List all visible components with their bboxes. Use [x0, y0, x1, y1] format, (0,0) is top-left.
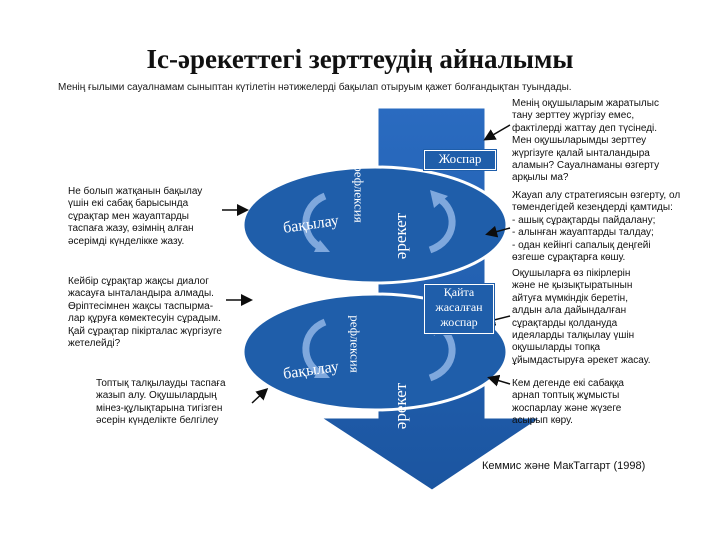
page-title: Іс-әрекеттегі зерттеудің айналымы [146, 44, 574, 74]
pointer-left-bottom [252, 390, 266, 403]
note-right-mid: Жауап алу стратегиясын өзгерту, ол төмендегідей кезеңдерді қамтиды: - ашық сұрақтарды пайдалану; - алынған жауаптарды талдау; - одан кейінгі сапалық деңгейі өзгеше сұрақтарға көшу. [512, 190, 681, 264]
note-right-top: Менің оқушыларым жаратылыс тану зерттеу жүргізу емес, фактілерді жаттау деп түсінеді. Мен оқушыларымды зерттеу жүргізуге қалай ынталандыра аламын? Сауалнаманы өзгерту арқылы ма? [512, 98, 660, 184]
note-left-top: Не болып жатқанын бақылау үшін екі сабақ барысында сұрақтар мен жауаптарды таспаға жазу, өзімнің алған әсерімді күнделікке жазу. [68, 186, 203, 247]
replan-line1: Қайта [443, 285, 475, 299]
note-right-bottom: Кем дегенде екі сабаққа арнап топтық жұмысты жоспарлау және жүзеге асырып көру. [512, 378, 624, 427]
replan-line2: жасалған [435, 300, 483, 314]
note-right-lower: Оқушыларға өз пікірлерін және не қызықтыратынын айтуға мүмкіндік беретін, алдын ала дайындалған сұрақтарды қолдануда идеяларды талқылау үшін оқушыларды топқа ұйымдастыруға әрекет жасау. [512, 268, 651, 366]
replan-line3: жоспар [440, 315, 478, 329]
cycle2-observe-label: бақылау [282, 358, 340, 383]
subtitle: Менің ғылыми сауалнамам сыныптан күтілетін нәтижелерді бақылап отыруым қажет болғандықтан туындады. [58, 82, 572, 93]
replan-box [424, 284, 494, 334]
cycle1-act-label: әрекет [391, 212, 411, 260]
cycle1-observe-label: бақылау [282, 212, 340, 237]
note-left-mid: Кейбір сұрақтар жақсы диалог жасауға ынталандыра алмады. Өріптесімнен жақсы таспырма- лар құруға көмектесуін сұрадым. Қай сұрақтар пікірталас жүргізуге жетелейді? [68, 276, 222, 350]
cycle1-reflect-label: рефлексия [351, 165, 367, 223]
plan-box: Жоспар [424, 150, 496, 170]
pointer-right-bottom [490, 378, 510, 384]
pointer-right-top [486, 125, 510, 139]
source-credit: Кеммис және МакТаггарт (1998) [482, 460, 646, 472]
cycle2-act-label: әрекет [391, 382, 411, 430]
note-left-bottom: Топтық талқылауды таспаға жазып алу. Оқушылардың мінез-құлықтарына тигізген әсерін күнделікте белгілеу [96, 378, 226, 427]
cycle2-reflect-label: рефлексия [347, 315, 363, 373]
